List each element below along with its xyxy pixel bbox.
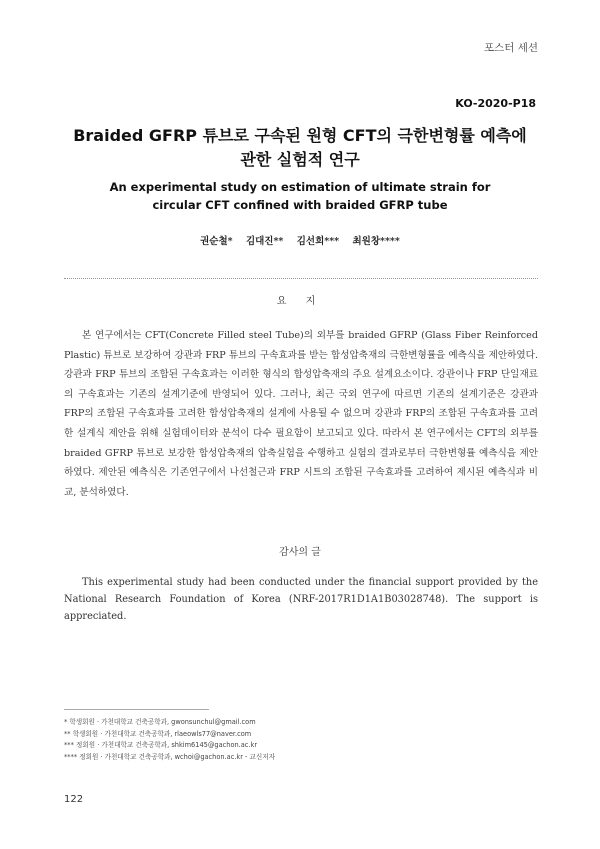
author: 최원창**** (352, 236, 400, 247)
footnote: * 학생회원 · 가천대학교 건축공학과, gwonsunchul@gmail.com (64, 718, 256, 726)
abstract-body: 본 연구에서는 CFT(Concrete Filled steel Tube)의 외부를 braided GFRP (Glass Fiber Reinforced Plastic) 튜브로 보강하여 강관과 FRP 튜브의 구속효과를 받는 합성압축재의 극한변형률을 예측식을 제안하였다. 강관과 FRP 튜브의 조합된 구속효과는 이러한 형식의 합성압축재의 주요 설계요소이다. 강관이나 FRP 단일재료의 구속효과는 기존의 설계기준에 반영되어 있다. 그러나, 최근 국외 연구에 따르면 기존의 설계기준은 강관과 FRP의 조합된 구속효과를 고려한 합성압축재의 설계에 사용될 수 없으며 강관과 FRP의 조합된 구속효과를 고려한 설계식 제안을 위해 실험데이터와 분석이 다수 필요함이 보고되고 있다. 따라서 본 연구에서는 CFT의 외부를 braided GFRP 튜브로 보강한 합성압축재의 압축실험을 수행하고 실험의 결과로부터 극한변형률 예측식을 제안하였다. 제안된 예측식은 기존연구에서 나선철근과 FRP 시트의 조합된 구속효과를 고려하여 제시된 예측식과 비교, 분석하였다. (64, 330, 538, 498)
paper-id: KO-2020-P18 (455, 97, 536, 110)
footnote-rule (64, 709, 209, 710)
korean-title-line: 관한 실험적 연구 (240, 150, 360, 169)
session-label: 포스터 세션 (483, 42, 538, 54)
page-number: 122 (64, 794, 84, 805)
footnote: **** 정회원 · 가천대학교 건축공학과, wchoi@gachon.ac.kr - 교신저자 (64, 752, 276, 761)
footnote: *** 정회원 · 가천대학교 건축공학과, shkim6145@gachon.ac.kr (64, 741, 258, 750)
korean-title (0, 124, 600, 172)
footnotes (64, 717, 484, 763)
english-title (0, 178, 600, 214)
korean-title-line: Braided GFRP 튜브로 구속된 원형 CFT의 극한변형률 예측에 (73, 126, 527, 145)
abstract-heading: 요 지 (276, 296, 324, 307)
author: 김선희*** (296, 236, 340, 247)
footnote: ** 학생회원 · 가천대학교 건축공학과, rlaeowls77@naver.com (64, 729, 252, 738)
author-list (0, 233, 600, 247)
section-divider (64, 278, 538, 279)
acknowledgement-heading: 감사의 글 (279, 547, 321, 558)
author: 권순철* (200, 236, 233, 247)
english-title-line: circular CFT confined with braided GFRP tube (152, 198, 448, 212)
english-title-line: An experimental study on estimation of ultimate strain for (109, 180, 491, 194)
acknowledgement-body: This experimental study had been conducted under the financial support provided by the National Research Foundation of Korea (NRF-2017R1D1A1B03028748). The support is appreciated. (64, 577, 538, 623)
author: 김대진** (245, 236, 284, 247)
